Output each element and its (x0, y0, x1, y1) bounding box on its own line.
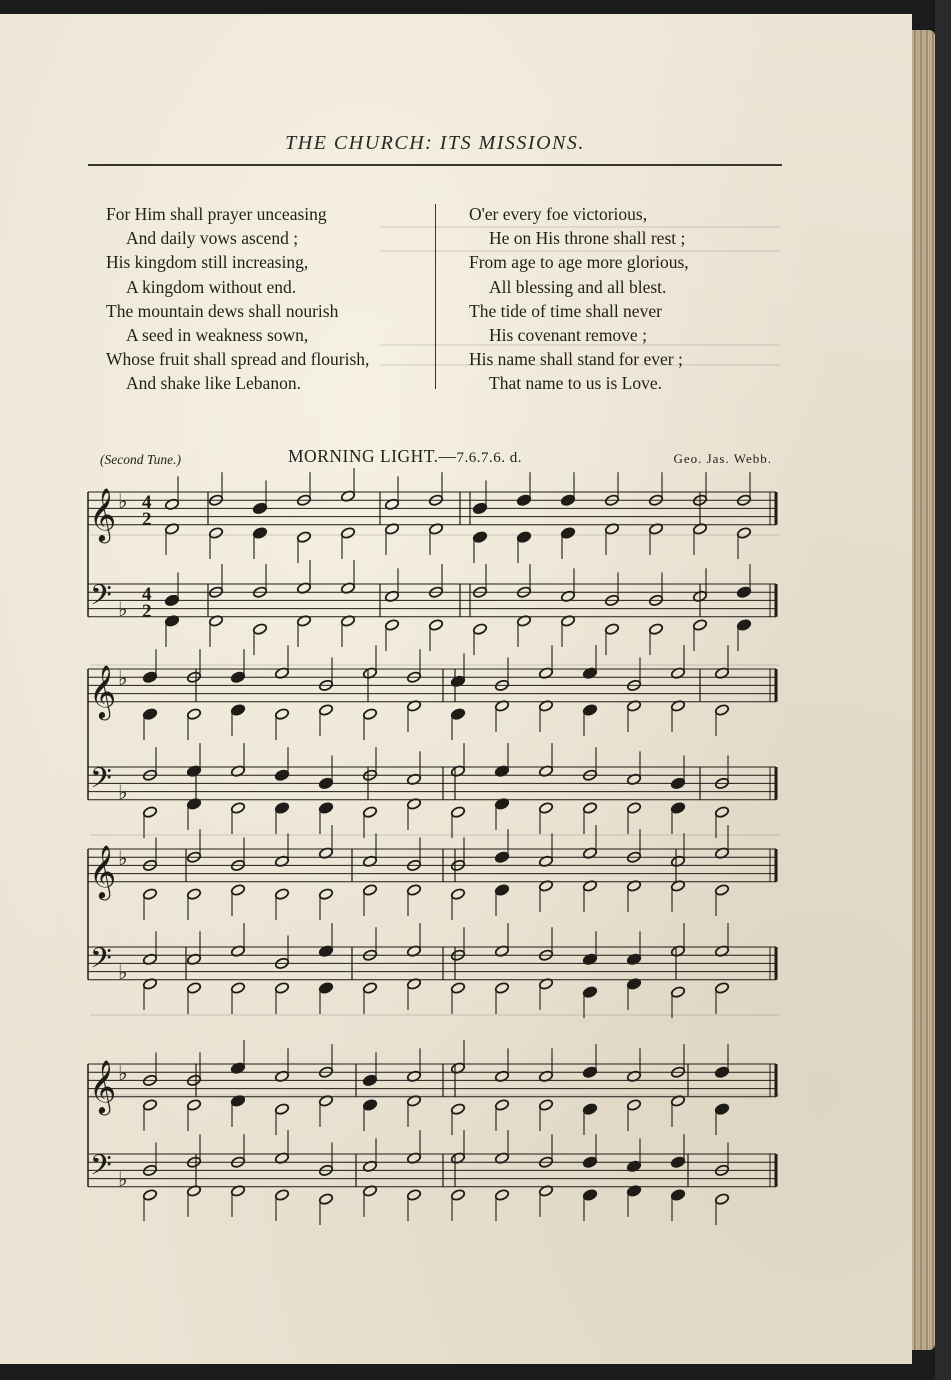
note-head (362, 1099, 377, 1112)
note-head (274, 888, 289, 901)
note-head (736, 527, 751, 540)
note-head (494, 851, 509, 864)
note-head (230, 802, 245, 815)
note-head (582, 986, 597, 999)
verse-line: His covenant remove ; (489, 325, 647, 346)
bass-clef: 𝄢 (90, 1149, 112, 1189)
note-head (252, 527, 267, 540)
note-head (670, 986, 685, 999)
note-head (230, 671, 245, 684)
note-head (274, 1189, 289, 1202)
note-head (384, 619, 399, 632)
tune-meter: 7.6.7.6. d. (456, 450, 523, 466)
verse-line: That name to us is Love. (489, 373, 663, 394)
note-head (186, 1099, 201, 1112)
note-head (582, 1189, 597, 1202)
note-head (274, 802, 289, 815)
note-head (428, 619, 443, 632)
note-head (318, 888, 333, 901)
note-head (142, 671, 157, 684)
verse-line: His kingdom still increasing, (106, 252, 309, 273)
book-spine (935, 0, 951, 1380)
note-head (362, 884, 377, 897)
note-head (186, 888, 201, 901)
treble-clef: 𝄞 (89, 1059, 117, 1113)
book-page (0, 14, 912, 1364)
verse-line: And shake like Lebanon. (126, 373, 301, 394)
verse-line: He on His throne shall rest ; (489, 228, 686, 249)
note-head (230, 704, 245, 717)
flat-sign: ♭ (118, 780, 128, 804)
note-head (472, 502, 487, 515)
note-head (208, 527, 223, 540)
note-head (274, 769, 289, 782)
note-head (538, 802, 553, 815)
time-signature-bottom: 2 (142, 509, 152, 530)
verse-line: A kingdom without end. (126, 276, 297, 297)
verse-line: And daily vows ascend ; (126, 228, 299, 249)
note-head (692, 619, 707, 632)
note-head (670, 1156, 685, 1169)
note-head (714, 884, 729, 897)
treble-clef: 𝄞 (89, 664, 117, 718)
note-head (274, 1103, 289, 1116)
verse-line: Whose fruit shall spread and flourish, (106, 349, 370, 370)
bass-clef: 𝄢 (90, 579, 112, 619)
note-head (538, 1099, 553, 1112)
flat-sign: ♭ (118, 960, 128, 984)
note-head (318, 802, 333, 815)
note-head (670, 1189, 685, 1202)
note-head (318, 1193, 333, 1206)
flat-sign: ♭ (118, 597, 128, 621)
flat-sign: ♭ (118, 489, 128, 513)
note-head (340, 527, 355, 540)
note-head (252, 623, 267, 636)
treble-clef: 𝄞 (89, 844, 117, 898)
time-signature-top: 4 (142, 584, 152, 605)
note-head (714, 982, 729, 995)
note-head (450, 1103, 465, 1116)
verse-line: From age to age more glorious, (469, 252, 689, 273)
note-head (714, 806, 729, 819)
treble-clef: 𝄞 (89, 487, 117, 541)
note-head (472, 531, 487, 544)
note-head (450, 806, 465, 819)
note-head (560, 527, 575, 540)
note-head (362, 806, 377, 819)
note-head (450, 708, 465, 721)
note-head (142, 806, 157, 819)
note-head (472, 623, 487, 636)
note-head (296, 531, 311, 544)
music-score (0, 14, 912, 1364)
note-head (714, 1066, 729, 1079)
verse-line: His name shall stand for ever ; (469, 349, 683, 370)
flat-sign: ♭ (118, 1061, 128, 1085)
note-head (494, 982, 509, 995)
note-head (230, 884, 245, 897)
note-head (318, 982, 333, 995)
flat-sign: ♭ (118, 666, 128, 690)
note-head (648, 623, 663, 636)
note-head (582, 1103, 597, 1116)
verse-line: All blessing and all blest. (489, 276, 667, 297)
note-head (186, 982, 201, 995)
note-head (164, 594, 179, 607)
note-head (142, 888, 157, 901)
note-head (252, 502, 267, 515)
note-head (714, 704, 729, 717)
note-head (362, 982, 377, 995)
flat-sign: ♭ (118, 846, 128, 870)
time-signature-top: 4 (142, 492, 152, 513)
note-head (714, 1103, 729, 1116)
note-head (736, 619, 751, 632)
verse-line: The mountain dews shall nourish (106, 300, 339, 321)
note-head (406, 884, 421, 897)
verse-line: For Him shall prayer unceasing (106, 204, 327, 224)
note-head (450, 982, 465, 995)
note-head (494, 1189, 509, 1202)
tune-composer: Geo. Jas. Webb. (673, 451, 772, 466)
note-head (582, 1156, 597, 1169)
note-head (274, 982, 289, 995)
note-head (604, 623, 619, 636)
note-head (582, 802, 597, 815)
note-head (142, 1189, 157, 1202)
note-head (582, 1066, 597, 1079)
note-head (516, 531, 531, 544)
note-head (362, 1074, 377, 1087)
note-head (582, 704, 597, 717)
note-head (714, 1193, 729, 1206)
note-head (560, 494, 575, 507)
note-head (626, 802, 641, 815)
note-head (670, 802, 685, 815)
note-head (516, 494, 531, 507)
note-head (406, 1189, 421, 1202)
note-head (626, 1099, 641, 1112)
note-head (186, 708, 201, 721)
verse-line: The tide of time shall never (469, 300, 662, 321)
note-head (230, 982, 245, 995)
note-head (736, 586, 751, 599)
note-head (450, 1189, 465, 1202)
note-head (494, 884, 509, 897)
note-head (362, 708, 377, 721)
tune-name: MORNING LIGHT.— (288, 446, 457, 466)
note-head (142, 1099, 157, 1112)
note-head (274, 708, 289, 721)
note-head (318, 777, 333, 790)
verse-line: A seed in weakness sown, (126, 325, 309, 346)
note-head (142, 708, 157, 721)
note-head (670, 777, 685, 790)
tune-variant: (Second Tune.) (100, 452, 181, 467)
bass-clef: 𝄢 (90, 762, 112, 802)
note-head (494, 1099, 509, 1112)
note-head (450, 888, 465, 901)
note-head (318, 704, 333, 717)
time-signature-bottom: 2 (142, 601, 152, 622)
running-head: THE CHURCH: ITS MISSIONS. (285, 132, 585, 154)
flat-sign: ♭ (118, 1167, 128, 1191)
bass-clef: 𝄢 (90, 942, 112, 982)
verse-line: O'er every foe victorious, (469, 204, 648, 224)
